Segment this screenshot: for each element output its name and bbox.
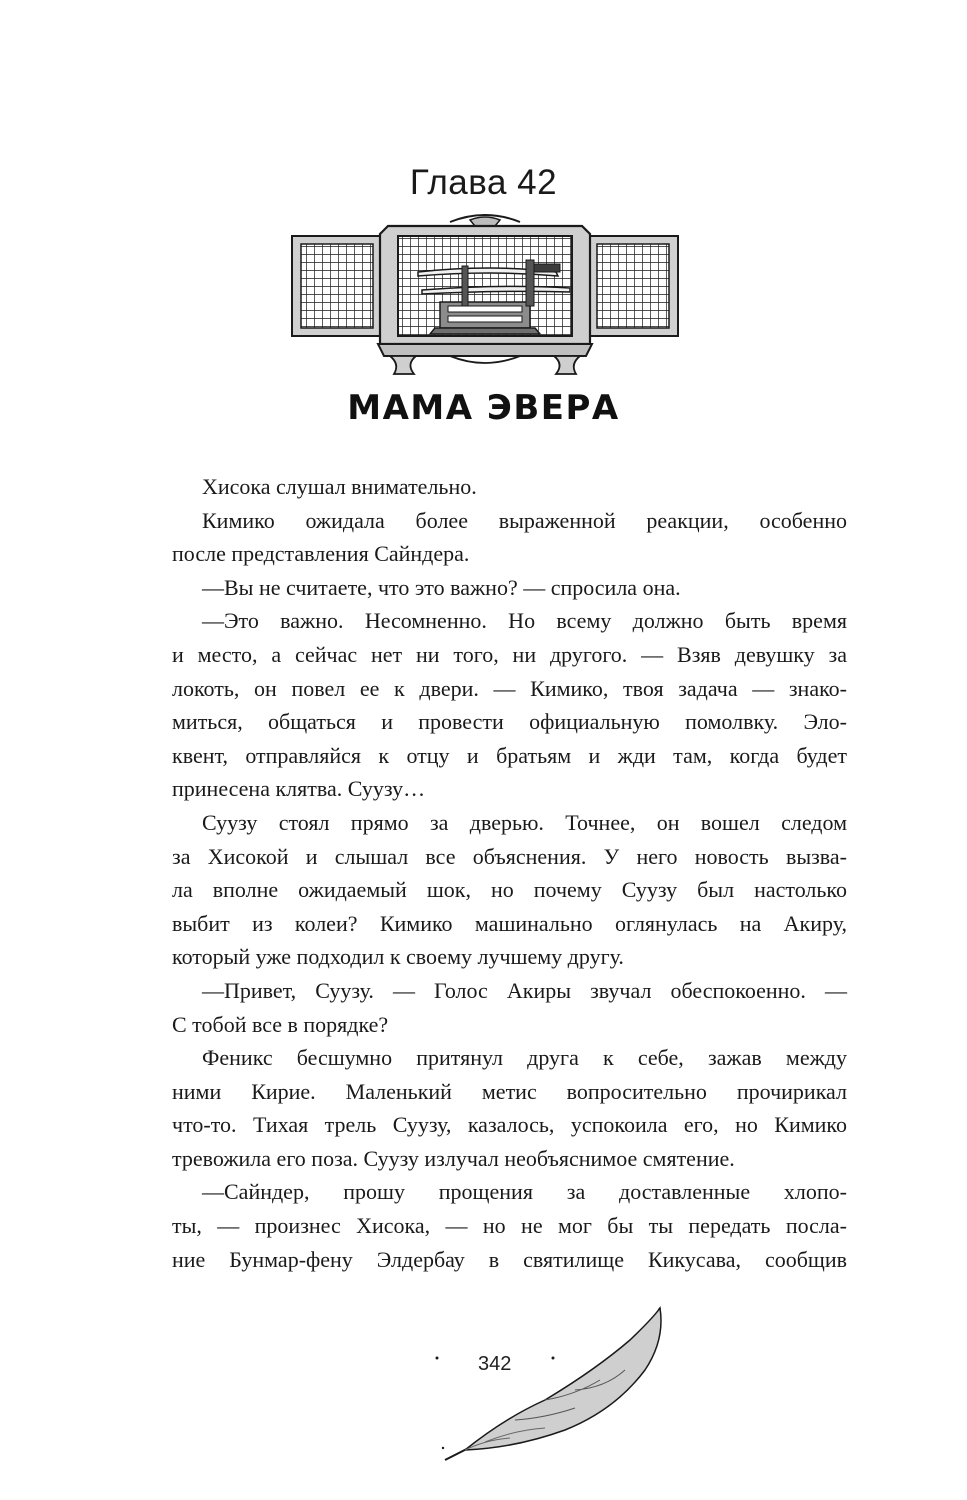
paragraph: —Это важно. Несомненно. Но всему должно быть время и место, а сейчас нет ни того, ни другого. — Взяв девушку за локоть, он повел ее к двери. — Кимико, твоя задача — знако- миться, общаться и провести официальную помолвку. Эло- квент, отправляйся к отцу и братьям и жди там, когда будет принесена клятва. Суузу… <box>172 608 847 802</box>
page-number: 342 <box>478 1353 512 1375</box>
paragraph: Хисока слушал внимательно. <box>202 474 477 499</box>
chapter-title: МАМА ЭВЕРА <box>347 388 620 428</box>
paragraph: —Вы не считаете, что это важно? — спросила она. <box>202 574 681 600</box>
paragraph: —Сайндер, прошу прощения за доставленные хлопо- ты, — произнес Хисока, — но не мог бы ты передать посла- ние Бунмар-фену Элдербау в святилище Кикусава, сообщив <box>172 1179 847 1272</box>
feather-icon <box>425 1300 685 1470</box>
shrine-cabinet-illustration <box>290 214 680 376</box>
paragraph: Феникс бесшумно притянул друга к себе, зажав между ними Кирие. Маленький метис вопросительно прочирикал что-то. Тихая трель Суузу, казалось, успокоила его, но Кимико тревожила его поза. Суузу излучал необъяснимое смятение. <box>172 1045 847 1171</box>
body-text <box>172 470 847 1276</box>
paragraph: Суузу стоял прямо за дверью. Точнее, он вошел следом за Хисокой и слышал все объяснения. У него новость вызва- ла вполне ожидаемый шок, но почему Суузу был настолько выбит из колеи? Кимико машинально оглянулась на Акиру, который уже подходил к своему лучшему другу. <box>172 809 847 970</box>
paragraph: —Привет, Суузу. — Голос Акиры звучал обеспокоенно. — С тобой все в порядке? <box>172 977 847 1037</box>
chapter-label: Глава 42 <box>409 163 558 202</box>
paragraph: Кимико ожидала более выраженной реакции, особенно после представления Сайндера. <box>172 507 847 567</box>
